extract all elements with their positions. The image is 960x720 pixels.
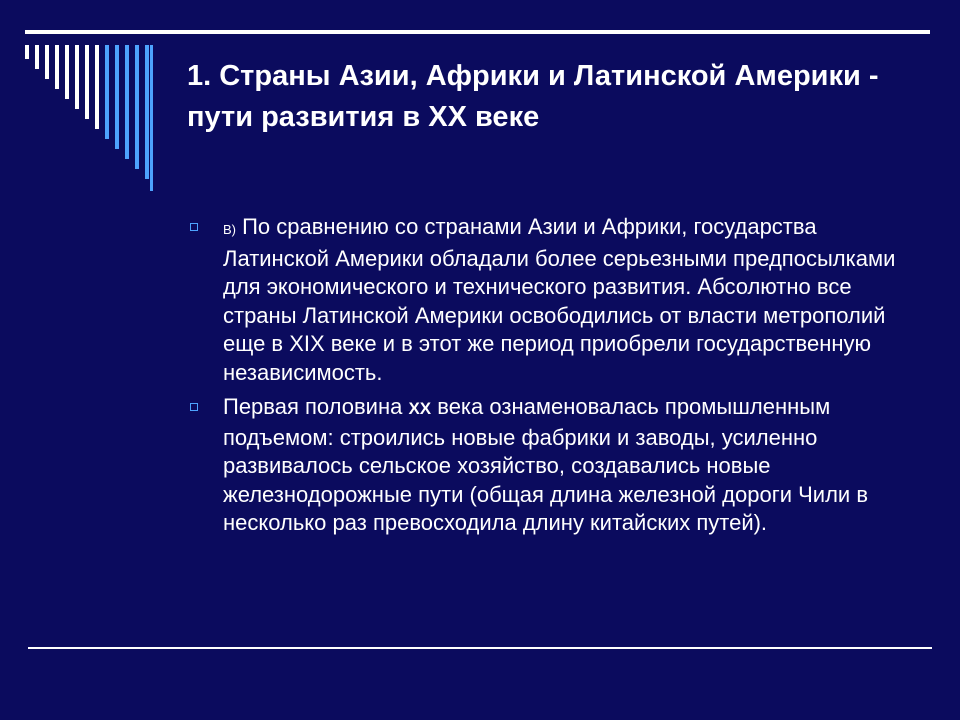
stripe [25, 45, 29, 59]
stripe [95, 45, 99, 129]
stripe [75, 45, 79, 109]
stripe [145, 45, 149, 179]
stripe [45, 45, 49, 79]
stripe [135, 45, 139, 169]
stripe [65, 45, 69, 99]
bottom-divider-line [28, 647, 932, 649]
top-divider-line [25, 30, 930, 34]
stripe [35, 45, 39, 69]
item-emphasis: XX [408, 399, 432, 418]
item-text: По сравнению со странами Азии и Африки, государства Латинской Америки обладали более серьезными предпосылками для экономического и технического развития. Абсолютно все страны Латинской Америки освободились от власти метрополий еще в XIX веке и в этот же период приобрели государственную независимость. [223, 214, 896, 385]
list-item [186, 213, 916, 387]
stripe [115, 45, 119, 149]
stripe [85, 45, 89, 119]
stripe [125, 45, 129, 159]
square-bullet-icon [190, 403, 198, 411]
list-item [186, 393, 916, 538]
item-text-before: Первая половина [223, 394, 409, 419]
stripe [105, 45, 109, 139]
item-prefix: В) [223, 222, 236, 237]
stripe [150, 45, 153, 191]
square-bullet-icon [190, 223, 198, 231]
slide-title: 1. Страны Азии, Африки и Латинской Америки - пути развития в XX веке [187, 60, 879, 133]
bullet-list [186, 213, 916, 544]
stripe [55, 45, 59, 89]
vertical-stripes-decoration [22, 45, 162, 195]
item-text-after: века ознаменовалась промышленным подъемом: строились новые фабрики и заводы, усиленно развивалось сельское хозяйство, создавались новые железнодорожные пути (общая длина железной дороги Чили в несколько раз превосходила длину китайских путей). [223, 394, 869, 535]
